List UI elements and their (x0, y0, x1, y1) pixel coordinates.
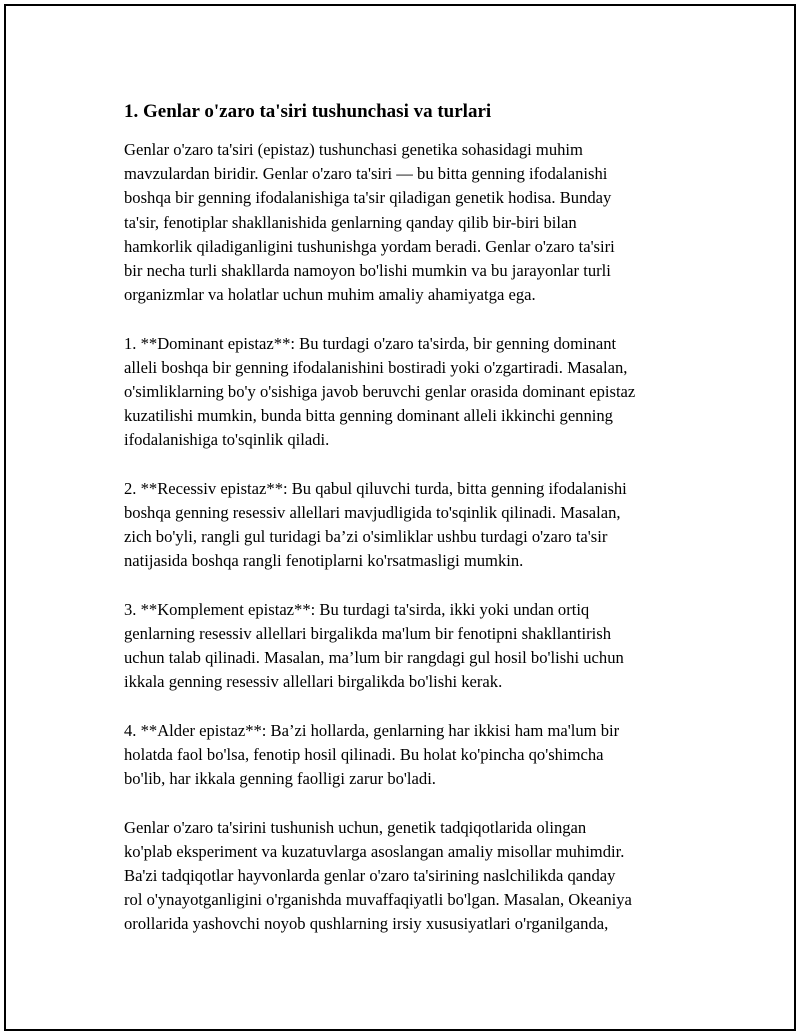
text-line: ta'sir, fenotiplar shakllanishida genlarning qanday qilib bir-biri bilan (124, 212, 577, 232)
text-line: ko'plab eksperiment va kuzatuvlarga asoslangan amaliy misollar muhimdir. (124, 841, 625, 861)
text-line: alleli boshqa bir genning ifodalanishini bostiradi yoki o'zgartiradi. Masalan, (124, 357, 628, 377)
text-line: o'simliklarning bo'y o'sishiga javob beruvchi genlar orasida dominant epistaz (124, 382, 636, 402)
text-line: 2. **Recessiv epistaz**: Bu qabul qiluvchi turda, bitta genning ifodalanishi (124, 478, 627, 498)
text-line: Ba'zi tadqiqotlar hayvonlarda genlar o'zaro ta'sirining naslchilikda qanday (124, 866, 616, 886)
text-line: boshqa genning resessiv allellari mavjudligida to'sqinlik qilinadi. Masalan, (124, 503, 621, 523)
text-line: natijasida boshqa rangli fenotiplarni ko'rsatmasligi mumkin. (124, 551, 524, 571)
text-line: orollarida yashovchi noyob qushlarning irsiy xususiyatlari o'rganilganda, (124, 914, 609, 934)
paragraph-dominant-epistasis (124, 332, 704, 453)
text-line: organizmlar va holatlar uchun muhim amaliy ahamiyatga ega. (124, 285, 536, 305)
paragraph-conclusion (124, 816, 704, 937)
text-line: genlarning resessiv allellari birgalikda ma'lum bir fenotipni shakllantirish (124, 624, 612, 644)
text-line: Genlar o'zaro ta'sirini tushunish uchun, genetik tadqiqotlarida olingan (124, 817, 587, 837)
text-line: bir necha turli shakllarda namoyon bo'lishi mumkin va bu jarayonlar turli (124, 261, 611, 281)
document-body (124, 98, 704, 961)
paragraph-recessive-epistasis (124, 477, 704, 574)
text-line: rol o'ynayotganligini o'rganishda muvaffaqiyatli bo'lgan. Masalan, Okeaniya (124, 890, 632, 910)
section-heading: 1. Genlar o'zaro ta'siri tushunchasi va turlari (124, 101, 492, 122)
text-line: hamkorlik qiladiganligini tushunishga yordam beradi. Genlar o'zaro ta'siri (124, 236, 615, 256)
text-line: mavzulardan biridir. Genlar o'zaro ta'siri — bu bitta genning ifodalanishi (124, 164, 608, 184)
text-line: 4. **Alder epistaz**: Ba’zi hollarda, genlarning har ikkisi ham ma'lum bir (124, 720, 620, 740)
text-line: 1. **Dominant epistaz**: Bu turdagi o'zaro ta'sirda, bir genning dominant (124, 333, 617, 353)
text-line: 3. **Komplement epistaz**: Bu turdagi ta'sirda, ikki yoki undan ortiq (124, 599, 590, 619)
text-line: ikkala genning resessiv allellari birgalikda bo'lishi kerak. (124, 672, 503, 692)
paragraph-alder-epistasis (124, 719, 704, 792)
paragraph-complement-epistasis (124, 598, 704, 695)
text-line: ifodalanishiga to'sqinlik qiladi. (124, 430, 330, 450)
page-frame (4, 4, 796, 1031)
text-line: bo'lib, har ikkala genning faolligi zarur bo'ladi. (124, 769, 436, 789)
paragraph-intro (124, 138, 704, 307)
text-line: kuzatilishi mumkin, bunda bitta genning dominant alleli ikkinchi genning (124, 406, 613, 426)
text-line: Genlar o'zaro ta'siri (epistaz) tushunchasi genetika sohasidagi muhim (124, 140, 583, 159)
text-line: boshqa bir genning ifodalanishiga ta'sir qiladigan genetik hodisa. Bunday (124, 188, 612, 208)
text-line: zich bo'yli, rangli gul turidagi ba’zi o'simliklar ushbu turdagi o'zaro ta'sir (124, 527, 608, 547)
text-line: holatda faol bo'lsa, fenotip hosil qilinadi. Bu holat ko'pincha qo'shimcha (124, 745, 604, 765)
text-line: uchun talab qilinadi. Masalan, ma’lum bir rangdagi gul hosil bo'lishi uchun (124, 648, 624, 668)
